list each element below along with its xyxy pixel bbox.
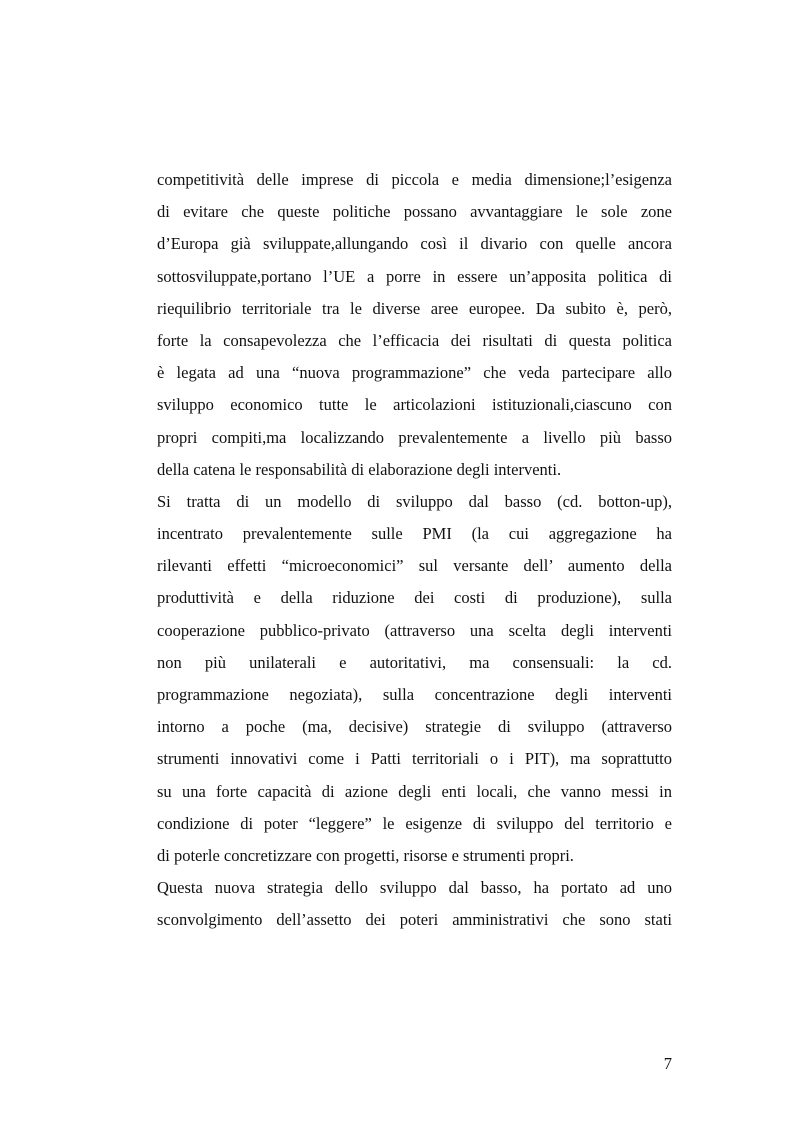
body-text xyxy=(157,164,672,937)
text-line: competitività delle imprese di piccola e media dimensione;l’esigenza xyxy=(157,170,672,189)
text-line: propri compiti,ma localizzando prevalentemente a livello più basso xyxy=(157,427,672,447)
text-line: strumenti innovativi come i Patti territoriali o i PIT), ma soprattutto xyxy=(157,749,672,769)
text-line: di evitare che queste politiche possano avvantaggiare le sole zone xyxy=(157,202,672,222)
paragraph-last-line: della catena le responsabilità di elaborazione degli interventi. xyxy=(157,459,562,479)
text-line: su una forte capacità di azione degli enti locali, che vanno messi in xyxy=(157,781,672,801)
text-line: sottosviluppate,portano l’UE a porre in essere un’apposita politica di xyxy=(157,266,672,286)
text-line: intorno a poche (ma, decisive) strategie di sviluppo (attraverso xyxy=(157,717,672,737)
text-line: incentrato prevalentemente sulle PMI (la cui aggregazione ha xyxy=(157,524,672,544)
text-line: non più unilaterali e autoritativi, ma consensuali: la cd. xyxy=(157,652,672,672)
text-line: rilevanti effetti “microeconomici” sul versante dell’ aumento della xyxy=(157,556,672,576)
text-line: Si tratta di un modello di sviluppo dal basso (cd. botton-up), xyxy=(157,491,672,511)
page-number: 7 xyxy=(663,1054,672,1073)
paragraph-last-line: di poterle concretizzare con progetti, risorse e strumenti propri. xyxy=(157,845,574,865)
text-line: d’Europa già sviluppate,allungando così il divario con quelle ancora xyxy=(157,234,672,254)
text-line: forte la consapevolezza che l’efficacia dei risultati di questa politica xyxy=(157,330,672,350)
text-line: sconvolgimento dell’assetto dei poteri amministrativi che sono stati xyxy=(157,910,672,930)
text-line: programmazione negoziata), sulla concentrazione degli interventi xyxy=(157,685,672,704)
text-line: Questa nuova strategia dello sviluppo dal basso, ha portato ad uno xyxy=(157,878,672,898)
text-line: cooperazione pubblico-privato (attraverso una scelta degli interventi xyxy=(157,620,672,640)
text-line: è legata ad una “nuova programmazione” che veda partecipare allo xyxy=(157,363,672,383)
text-line: riequilibrio territoriale tra le diverse aree europee. Da subito è, però, xyxy=(157,298,672,318)
text-line: produttività e della riduzione dei costi di produzione), sulla xyxy=(157,588,672,608)
text-line: condizione di poter “leggere” le esigenze di sviluppo del territorio e xyxy=(157,813,672,833)
text-line: sviluppo economico tutte le articolazioni istituzionali,ciascuno con xyxy=(157,395,672,415)
